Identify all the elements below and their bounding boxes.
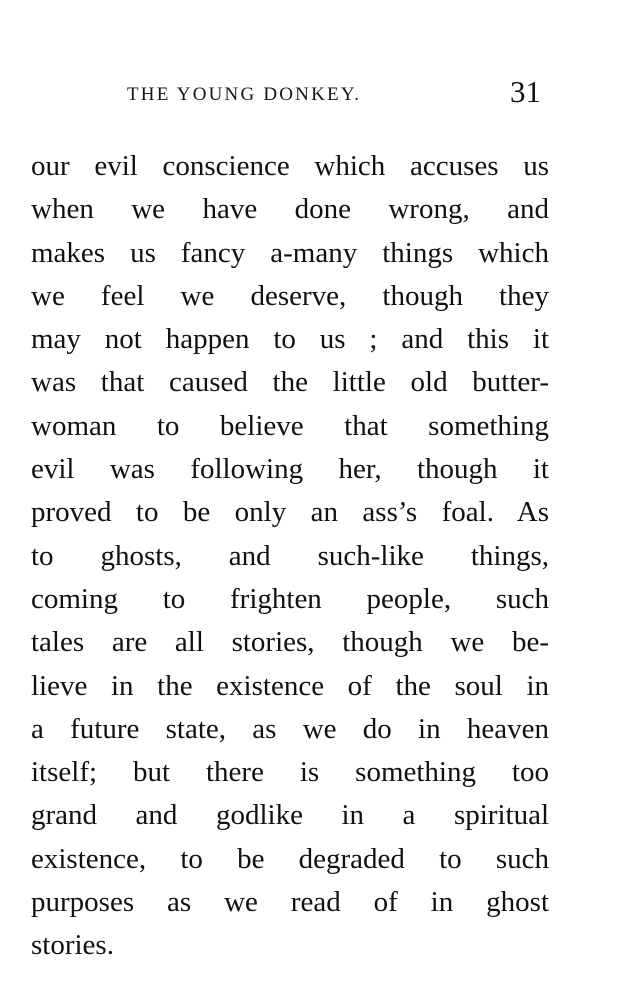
text-line: stories. bbox=[31, 929, 114, 962]
body-paragraph bbox=[31, 145, 549, 968]
page-number: 31 bbox=[510, 74, 541, 109]
text-line: we feel we deserve, though they bbox=[31, 279, 549, 312]
text-line: purposes as we read of in ghost bbox=[31, 886, 549, 919]
text-line: makes us fancy a-many things which bbox=[31, 236, 549, 269]
text-line: lieve in the existence of the soul in bbox=[31, 669, 549, 702]
running-head-title: THE YOUNG DONKEY. bbox=[127, 84, 362, 105]
text-line: existence, to be degraded to such bbox=[31, 842, 549, 875]
text-line: our evil conscience which accuses us bbox=[31, 150, 549, 182]
text-line: grand and godlike in a spiritual bbox=[31, 799, 549, 832]
text-line: when we have done wrong, and bbox=[31, 193, 549, 226]
text-line: a future state, as we do in heaven bbox=[31, 712, 549, 745]
text-line: proved to be only an ass’s foal. As bbox=[31, 496, 549, 529]
text-line: woman to believe that something bbox=[31, 409, 549, 442]
text-line: tales are all stories, though we be- bbox=[31, 626, 549, 659]
running-head bbox=[0, 74, 625, 114]
text-line: evil was following her, though it bbox=[31, 453, 549, 486]
text-line: itself; but there is something too bbox=[31, 756, 549, 789]
text-line: may not happen to us ; and this it bbox=[31, 323, 549, 356]
text-line: coming to frighten people, such bbox=[31, 582, 549, 615]
text-line: was that caused the little old butter- bbox=[31, 366, 549, 399]
text-line: to ghosts, and such-like things, bbox=[31, 539, 549, 572]
